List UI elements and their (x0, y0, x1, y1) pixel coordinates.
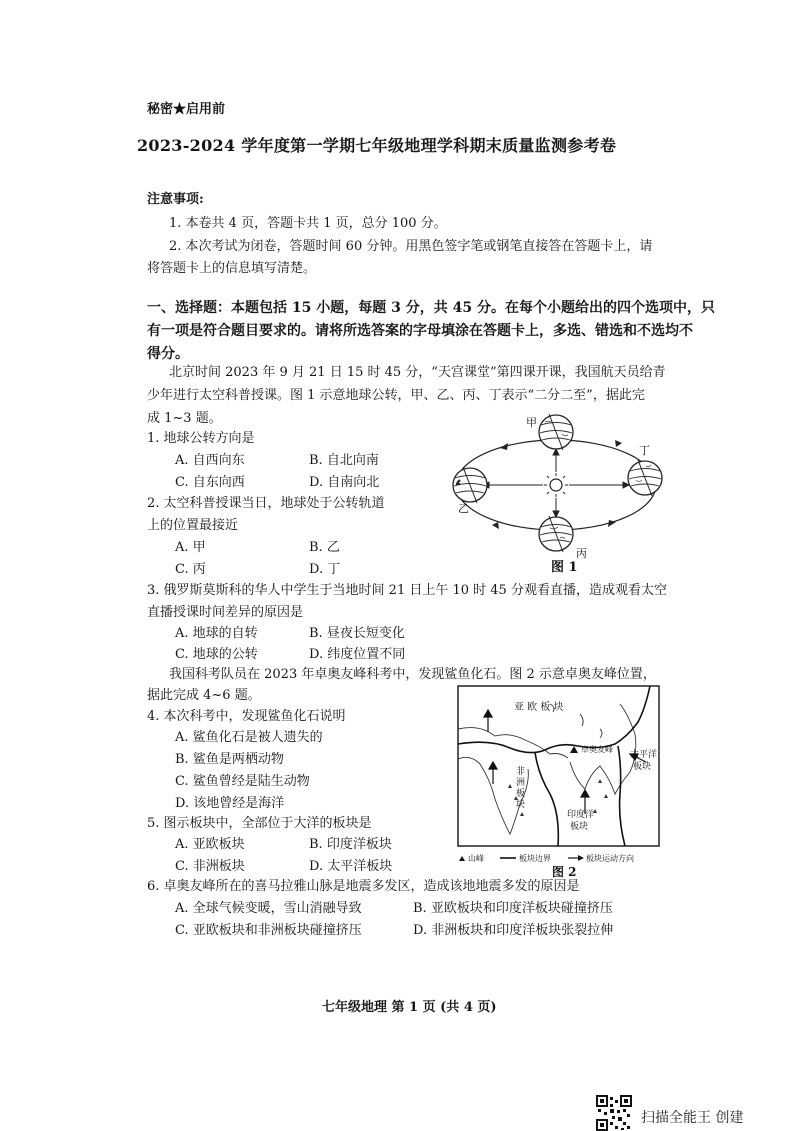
label-africa-3: 板 (516, 789, 526, 799)
passage-1-line-3: 成 1~3 题。 (147, 411, 222, 426)
question-2-option-b: B. 乙 (309, 540, 340, 555)
label-jia: 甲 (526, 416, 537, 429)
question-3-option-b: B. 昼夜长短变化 (309, 626, 405, 641)
question-6-stem: 6. 卓奥友峰所在的喜马拉雅山脉是地震多发区，造成该地地震多发的原因是 (147, 879, 580, 894)
exam-title: 2023-2024 学年度第一学期七年级地理学科期末质量监测参考卷 (137, 136, 617, 155)
question-6-option-a: A. 全球气候变暖，雪山消融导致 (175, 901, 362, 916)
passage-1-line-2: 少年进行太空科普授课。图 1 示意地球公转，甲、乙、丙、丁表示“二分二至”，据此完 (147, 388, 645, 403)
question-1-option-a: A. 自西向东 (175, 453, 245, 468)
figure-2-plate-map (450, 684, 670, 878)
legend-movement: 板块运动方向 (586, 854, 634, 863)
sun-icon (544, 473, 568, 497)
figure-1-orbit-diagram (440, 410, 680, 580)
question-3-option-a: A. 地球的自转 (175, 626, 258, 641)
passage-2-line-2: 据此完成 4~6 题。 (147, 688, 261, 703)
question-4-option-b: B. 鲨鱼是两栖动物 (175, 752, 284, 767)
question-5-option-d: D. 太平洋板块 (309, 859, 393, 874)
figure-2-caption: 图 2 (552, 865, 577, 878)
question-2-option-c: C. 丙 (175, 562, 206, 577)
earth-yi-icon (453, 467, 487, 503)
question-5-option-b: B. 印度洋板块 (309, 837, 392, 852)
question-6-option-d: D. 非洲板块和印度洋板块张裂拉伸 (413, 923, 614, 938)
question-6-option-c: C. 亚欧板块和非洲板块碰撞挤压 (175, 923, 362, 938)
notes-heading: 注意事项: (147, 192, 204, 207)
label-indian-plate-2: 板块 (570, 822, 589, 832)
section-instructions-line-2: 有一项是符合题目要求的。请将所选答案的字母填涂在答题卡上，多选、错选和不选均不 (147, 323, 693, 339)
label-africa-2: 洲 (516, 778, 526, 788)
question-2-stem-line-1: 2. 太空科普授课当日，地球处于公转轨道 (147, 496, 385, 511)
label-ding: 丁 (639, 444, 650, 457)
figure-1-caption: 图 1 (551, 560, 578, 575)
label-cho-oyu: 卓奥友峰 (581, 745, 613, 754)
question-1-stem: 1. 地球公转方向是 (147, 431, 255, 446)
question-4-option-d: D. 该地曾经是海洋 (175, 796, 285, 811)
earth-jia-icon (539, 414, 573, 450)
label-eurasian-plate: 亚 欧 板 块 (514, 702, 564, 713)
question-1-option-c: C. 自东向西 (175, 475, 245, 490)
label-yi: 乙 (458, 502, 469, 515)
question-1-option-b: B. 自北向南 (309, 453, 379, 468)
confidential-mark: 秘密★启用前 (147, 102, 226, 117)
passage-2-line-1: 我国科考队员在 2023 年卓奥友峰科考中，发现鲨鱼化石。图 2 示意卓奥友峰位置， (169, 667, 656, 682)
question-5-option-c: C. 非洲板块 (175, 859, 245, 874)
question-5-stem: 5. 图示板块中，全部位于大洋的板块是 (147, 816, 372, 831)
legend-boundary: 板块边界 (519, 854, 551, 863)
section-instructions-line-1: 一、选择题：本题包括 15 小题，每题 3 分，共 45 分。在每个小题给出的四个选项中，只 (147, 300, 715, 316)
passage-1-line-1: 北京时间 2023 年 9 月 21 日 15 时 45 分，“天宫课堂”第四课开课，我国航天员给青 (169, 365, 666, 380)
question-2-stem-line-2: 上的位置最接近 (147, 518, 239, 533)
scanner-watermark: 扫描全能王 创建 (641, 1110, 744, 1126)
label-pacific-plate-1: 太平洋 (630, 750, 658, 760)
notes-item-2-line-1: 2. 本次考试为闭卷，答题时间 60 分钟。用黑色签字笔或钢笔直接答在答题卡上，请 (169, 239, 653, 254)
question-3-stem-line-1: 3. 俄罗斯莫斯科的华人中学生于当地时间 21 日上午 10 时 45 分观看直播，造成观看太空 (147, 583, 667, 598)
question-3-option-c: C. 地球的公转 (175, 647, 258, 662)
notes-item-1: 1. 本卷共 4 页，答题卡共 1 页，总分 100 分。 (169, 216, 447, 231)
label-pacific-plate-2: 板块 (633, 762, 652, 772)
earth-ding-icon (628, 460, 662, 496)
notes-item-2-line-2: 将答题卡上的信息填写清楚。 (147, 261, 317, 276)
label-africa-1: 非 (516, 767, 526, 777)
question-1-option-d: D. 自南向北 (309, 475, 380, 490)
page-footer: 七年级地理 第 1 页 (共 4 页) (322, 1000, 497, 1015)
question-2-option-a: A. 甲 (175, 540, 206, 555)
question-3-stem-line-2: 直播授课时间差异的原因是 (147, 605, 304, 620)
earth-bing-icon (539, 516, 573, 552)
label-indian-plate-1: 印度洋 (567, 810, 595, 820)
figure-2-legend (459, 853, 634, 863)
question-4-option-a: A. 鲨鱼化石是被人遗失的 (175, 730, 323, 745)
question-4-option-c: C. 鲨鱼曾经是陆生动物 (175, 774, 310, 789)
section-instructions-line-3: 得分。 (147, 346, 189, 362)
question-4-stem: 4. 本次科考中，发现鲨鱼化石说明 (147, 709, 346, 724)
question-2-option-d: D. 丁 (309, 562, 341, 577)
question-5-option-a: A. 亚欧板块 (175, 837, 245, 852)
label-bing: 丙 (576, 547, 587, 560)
label-africa-4: 块 (516, 800, 526, 810)
question-3-option-d: D. 纬度位置不同 (309, 647, 406, 662)
legend-mountain: 山峰 (468, 854, 484, 863)
qr-code-icon (596, 1095, 632, 1131)
question-6-option-b: B. 亚欧板块和印度洋板块碰撞挤压 (413, 901, 613, 916)
